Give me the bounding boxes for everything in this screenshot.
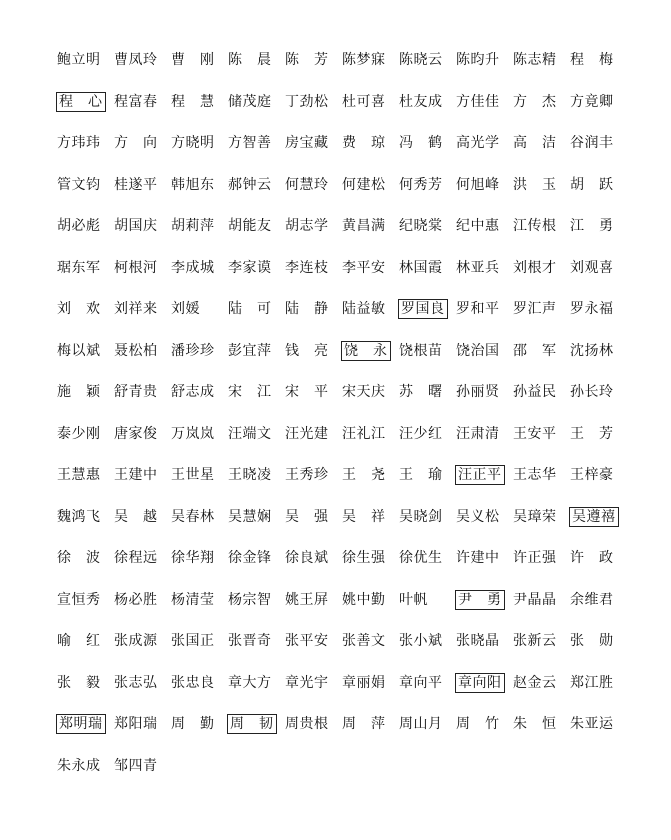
name-entry: 方竟卿 [570,93,614,110]
name-entry: 费 琼 [342,135,386,151]
name-entry: 张志弘 [114,674,158,691]
name-entry: 陈 晨 [228,52,272,68]
name-entry: 杜友成 [399,93,443,110]
name-entry: 徐 波 [57,550,101,566]
name-entry: 管文钧 [57,176,101,193]
name-entry: 方佳佳 [456,93,500,110]
name-entry: 徐华翔 [171,550,215,566]
name-entry: 彭宜萍 [228,342,272,359]
name-entry: 张 勋 [570,633,614,649]
name-entry: 沈扬林 [570,342,614,359]
name-entry: 方玮玮 [57,135,101,151]
name-entry: 万岚岚 [171,425,215,442]
name-entry: 汪光建 [285,425,329,442]
name-entry: 何建松 [342,176,386,193]
name-entry: 胡志学 [285,218,329,234]
name-entry: 饶根苗 [399,342,443,359]
name-entry: 宋 平 [285,384,329,400]
name-entry: 冯 鹤 [399,135,443,151]
name-entry: 王 尧 [342,467,386,483]
name-entry: 何秀芳 [399,176,443,193]
name-entry: 尹晶晶 [513,591,557,608]
name-entry: 吴 祥 [342,508,386,525]
name-entry: 周山月 [399,716,443,732]
name-entry: 吴璋荣 [513,508,557,525]
name-entry: 张新云 [513,633,557,649]
boxed-name-entry: 章向阳 [455,673,505,693]
name-entry: 周 萍 [342,716,386,732]
name-entry: 朱 恒 [513,716,557,732]
name-entry: 方晓明 [171,135,215,151]
name-entry: 舒青贵 [114,384,158,400]
name-entry: 杨必胜 [114,591,158,608]
name-entry: 施 颖 [57,384,101,400]
name-entry: 陆 静 [285,301,329,317]
name-entry: 王安平 [513,425,557,442]
name-entry: 王慧惠 [57,467,101,483]
name-entry: 汪礼江 [342,425,386,442]
name-entry: 张小斌 [399,633,443,649]
name-entry: 张平安 [285,633,329,649]
name-entry: 章大方 [228,674,272,691]
name-entry: 周贵根 [285,716,329,732]
name-entry: 徐金锋 [228,550,272,566]
name-entry: 王 芳 [570,425,614,442]
name-entry: 陆 可 [228,301,272,317]
name-entry: 周 勤 [171,716,215,732]
boxed-name-entry: 尹 勇 [455,590,505,610]
name-entry: 孙长玲 [570,384,614,400]
name-entry: 储茂庭 [228,93,272,110]
boxed-name-entry: 郑明瑞 [56,714,106,734]
name-entry: 张国正 [171,633,215,649]
name-entry: 陆益敏 [342,301,386,317]
name-entry: 杨清莹 [171,591,215,608]
name-entry: 姚中勤 [342,591,386,608]
name-entry: 程 梅 [570,52,614,68]
name-entry: 程 慧 [171,93,215,110]
boxed-name-entry: 饶 永 [341,341,391,361]
name-entry: 胡能友 [228,218,272,234]
name-entry: 桂遂平 [114,176,158,193]
name-entry: 魏鸿飞 [57,508,101,525]
name-entry: 聂松柏 [114,342,158,359]
name-entry: 徐优生 [399,550,443,566]
name-entry: 纪中惠 [456,218,500,234]
name-entry: 罗汇声 [513,301,557,317]
name-entry: 张晋奇 [228,633,272,649]
name-entry: 房宝藏 [285,135,329,151]
name-entry: 林国霞 [399,259,443,276]
name-entry: 曹 刚 [171,52,215,68]
name-entry: 刘媛 [171,301,200,317]
name-entry: 吴春林 [171,508,215,525]
name-entry: 赵金云 [513,674,557,691]
name-entry: 许正强 [513,550,557,566]
name-entry: 胡 跃 [570,176,614,193]
name-entry: 胡莉萍 [171,218,215,234]
name-entry: 章光宇 [285,674,329,691]
name-entry: 陈梦寐 [342,52,386,68]
name-entry: 吴义松 [456,508,500,525]
name-entry: 吴慧娴 [228,508,272,525]
boxed-name-entry: 程 心 [56,92,106,112]
boxed-name-entry: 周 韧 [227,714,277,734]
name-entry: 王秀珍 [285,467,329,483]
name-entry: 刘观喜 [570,259,614,276]
name-entry: 刘祥来 [114,301,158,317]
name-entry: 洪 玉 [513,176,557,193]
name-entry: 汪少红 [399,425,443,442]
name-entry: 吴 强 [285,508,329,525]
name-entry: 朱永成 [57,757,101,774]
name-entry: 高光学 [456,135,500,151]
name-entry: 罗和平 [456,301,500,317]
name-entry: 陈志精 [513,52,557,68]
name-entry: 徐程远 [114,550,158,566]
name-entry: 王世星 [171,467,215,483]
name-entry: 杨宗智 [228,591,272,608]
name-entry: 宋天庆 [342,384,386,400]
boxed-name-entry: 罗国良 [398,299,448,319]
name-entry: 章丽娟 [342,674,386,691]
name-entry: 苏 曙 [399,384,443,400]
name-entry: 刘根才 [513,259,557,276]
boxed-name-entry: 汪正平 [455,465,505,485]
name-entry: 李家谟 [228,259,272,276]
name-entry: 邵 军 [513,342,557,359]
name-entry: 汪端文 [228,425,272,442]
name-entry: 徐生强 [342,550,386,566]
name-entry: 郝钟云 [228,176,272,193]
name-entry: 吴晓剑 [399,508,443,525]
name-entry: 方智善 [228,135,272,151]
name-entry: 王 瑜 [399,467,443,483]
name-entry: 黄昌满 [342,218,386,234]
name-entry: 宣恒秀 [57,591,101,608]
name-entry: 饶治国 [456,342,500,359]
name-entry: 高 洁 [513,135,557,151]
name-entry: 琚东军 [57,259,101,276]
name-entry: 程富春 [114,93,158,110]
name-list [56,47,626,794]
name-entry: 曹凤玲 [114,52,158,68]
name-entry: 杜可喜 [342,93,386,110]
name-entry: 泰少刚 [57,425,101,442]
name-entry: 钱 亮 [285,342,329,359]
name-entry: 张善文 [342,633,386,649]
name-entry: 陈晓云 [399,52,443,68]
name-entry: 方 向 [114,135,158,151]
name-entry: 张晓晶 [456,633,500,649]
name-entry: 王志华 [513,467,557,483]
name-entry: 徐良斌 [285,550,329,566]
name-entry: 许 政 [570,550,614,566]
name-entry: 纪晓棠 [399,218,443,234]
name-entry: 张成源 [114,633,158,649]
name-entry: 宋 江 [228,384,272,400]
name-entry: 王晓凌 [228,467,272,483]
name-entry: 喻 红 [57,633,101,649]
name-entry: 林亚兵 [456,259,500,276]
name-entry: 江 勇 [570,218,614,234]
name-entry: 朱亚运 [570,716,614,732]
name-entry: 谷润丰 [570,135,614,151]
name-entry: 孙丽贤 [456,384,500,400]
name-entry: 叶帆 [399,591,428,608]
name-entry: 鲍立明 [57,52,101,68]
name-entry: 唐家俊 [114,425,158,442]
name-entry: 王梓豪 [570,467,614,483]
name-entry: 余维君 [570,591,614,608]
name-entry: 王建中 [114,467,158,483]
name-entry: 张 毅 [57,674,101,691]
name-entry: 刘 欢 [57,301,101,317]
name-entry: 罗永福 [570,301,614,317]
name-entry: 章向平 [399,674,443,691]
boxed-name-entry: 吴遵禧 [569,507,619,527]
name-entry: 邹四青 [114,757,158,774]
name-entry: 汪肃清 [456,425,500,442]
name-entry: 姚王屏 [285,591,329,608]
name-entry: 潘珍珍 [171,342,215,359]
name-entry: 方 杰 [513,93,557,110]
name-entry: 李平安 [342,259,386,276]
name-entry: 李连枝 [285,259,329,276]
name-entry: 许建中 [456,550,500,566]
name-entry: 陈 芳 [285,52,329,68]
name-entry: 何慧玲 [285,176,329,193]
name-entry: 陈昀升 [456,52,500,68]
name-entry: 周 竹 [456,716,500,732]
name-entry: 孙益民 [513,384,557,400]
name-entry: 江传根 [513,218,557,234]
name-entry: 梅以斌 [57,342,101,359]
name-entry: 何旭峰 [456,176,500,193]
name-entry: 舒志成 [171,384,215,400]
name-entry: 郑江胜 [570,674,614,691]
name-entry: 柯根河 [114,259,158,276]
name-entry: 郑阳瑞 [114,716,158,732]
name-entry: 丁劲松 [285,93,329,110]
name-entry: 韩旭东 [171,176,215,193]
name-entry: 张忠良 [171,674,215,691]
name-entry: 李成城 [171,259,215,276]
name-entry: 吴 越 [114,508,158,525]
name-entry: 胡国庆 [114,218,158,234]
name-entry: 胡必彪 [57,218,101,234]
